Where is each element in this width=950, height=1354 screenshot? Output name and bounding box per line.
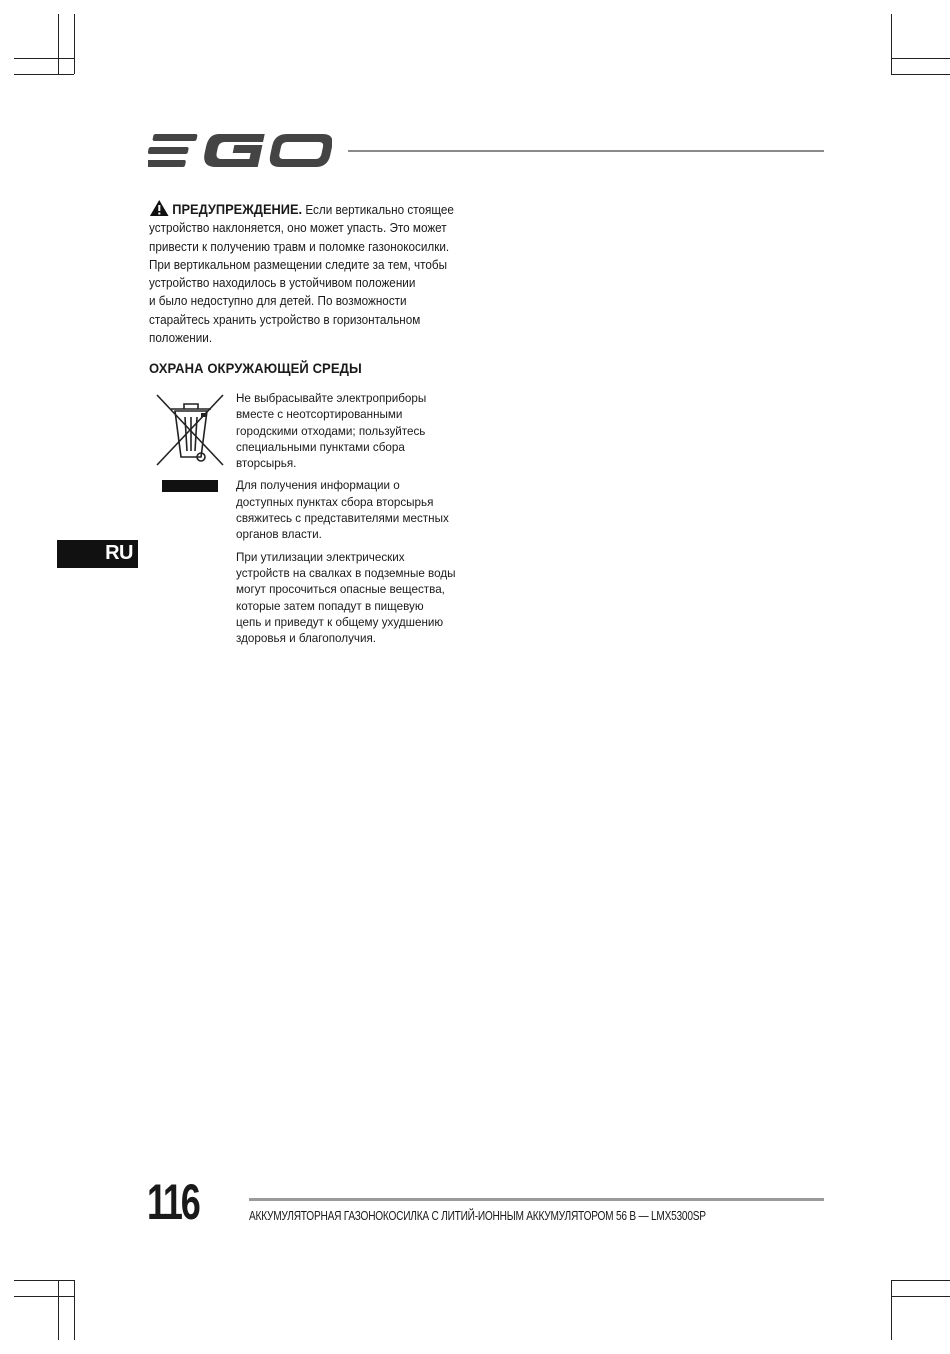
weee-bar [162,480,218,492]
ego-logo [148,128,332,174]
paragraph-line: органов власти. [236,527,322,542]
section-title: ОХРАНА ОКРУЖАЮЩЕЙ СРЕДЫ [149,360,362,376]
crop-mark [74,1280,75,1340]
warning-line: При вертикальном размещении следите за тем, чтобы [149,257,448,272]
warning-line: устройство наклоняется, оно может упасть. Это может [149,221,447,236]
crop-mark [58,1280,59,1340]
header-rule [348,150,824,152]
paragraph-line: доступных пунктах сбора вторсырья [236,494,434,509]
crop-mark [891,1280,892,1340]
paragraph-line: цепь и приведут к общему ухудшению [236,614,444,629]
environment-text [236,390,471,652]
crop-mark [14,58,74,59]
crop-mark [14,1296,74,1297]
crop-mark [891,74,950,75]
footer-text: АККУМУЛЯТОРНАЯ ГАЗОНОКОСИЛКА С ЛИТИЙ-ИОННЫМ АККУМУЛЯТОРОМ 56 В — LMX5300SP [249,1208,706,1223]
paragraph-line: вместе с неотсортированными [236,407,403,422]
paragraph-line: При утилизации электрических [236,549,405,564]
warning-line: и было недоступно для детей. По возможности [149,294,407,309]
environment-paragraph [236,390,471,471]
footer-rule [249,1198,824,1201]
crop-mark [891,1280,950,1281]
crossed-out-bin-icon [155,393,225,469]
paragraph-line: могут просочиться опасные вещества, [236,582,445,597]
warning-title: ПРЕДУПРЕЖДЕНИЕ. [172,202,303,217]
crop-mark [14,74,74,75]
crop-mark [891,1296,950,1297]
paragraph-line: специальными пунктами сбора [236,439,405,454]
paragraph-line: устройств на свалках в подземные воды [236,565,456,580]
crop-mark [74,14,75,74]
paragraph-line: Для получения информации о [236,478,400,493]
warning-block [149,199,456,347]
page-number: 116 [147,1174,199,1230]
warning-line: привести к получению травм и поломке газонокосилки. [149,239,450,254]
language-tab [57,540,138,568]
language-code: RU [105,542,133,564]
paragraph-line: Не выбрасывайте электроприборы [236,391,427,405]
warning-line: устройство находилось в устойчивом положении [149,276,416,291]
warning-line: положении. [149,331,213,346]
paragraph-line: которые затем попадут в пищевую [236,598,424,613]
crop-mark [58,14,59,74]
environment-paragraph [236,477,471,542]
warning-line: Если вертикально стоящее [305,203,454,217]
environment-paragraph [236,549,471,647]
warning-line: старайтесь хранить устройство в горизонтальном [149,312,421,327]
paragraph-line: городскими отходами; пользуйтесь [236,423,426,438]
paragraph-line: здоровья и благополучия. [236,631,377,646]
paragraph-line: свяжитесь с представителями местных [236,511,449,526]
crop-mark [14,1280,74,1281]
warning-triangle-icon [149,199,169,217]
crop-mark [891,14,892,74]
paragraph-line: вторсырья. [236,456,297,471]
crop-mark [891,58,950,59]
